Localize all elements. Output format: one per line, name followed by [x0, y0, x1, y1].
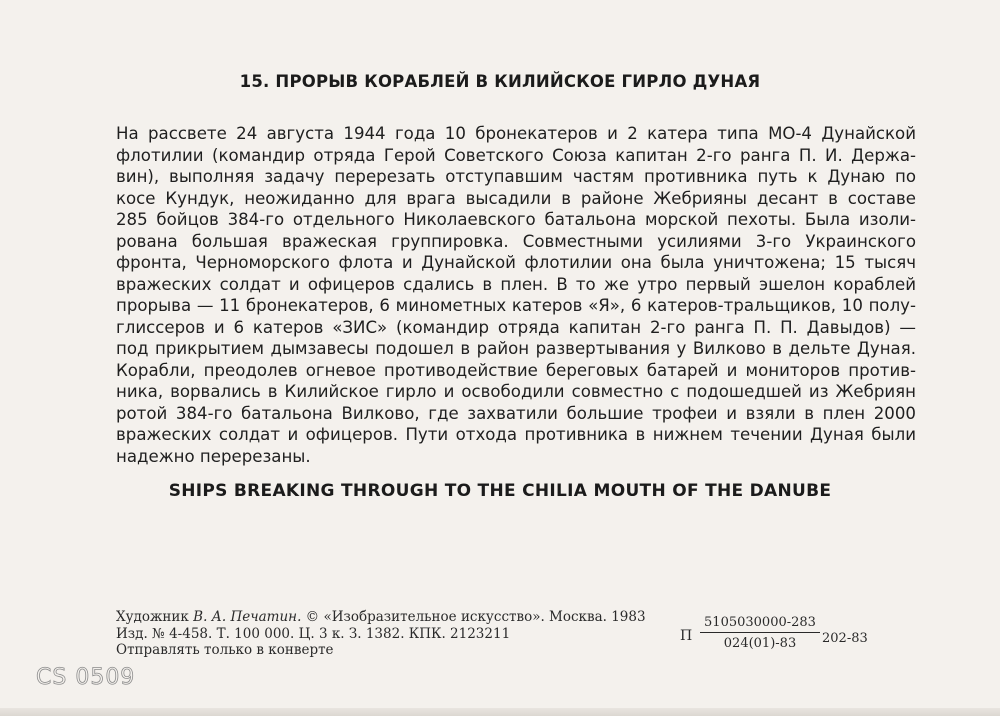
text-line: ника, ворвались в Килийское гирло и освободили совместно с подошедшей из Жебриян — [116, 382, 916, 401]
imprint-artist-line — [116, 609, 646, 626]
title-russian: 15. ПРОРЫВ КОРАБЛЕЙ В КИЛИЙСКОЕ ГИРЛО ДУНАЯ — [239, 72, 761, 91]
text-line: Корабли, преодолев огневое противодействие береговых батарей и мониторов против- — [116, 360, 916, 380]
text-line: фронта, Черноморского флота и Дунайской флотилии она была уничтожена; 15 тысяч — [116, 253, 916, 272]
text-line: ротой 384-го батальона Вилково, где захватили большие трофеи и взяли в плен 2000 — [116, 403, 916, 423]
handwritten-inventory-mark: CS 0509 — [36, 665, 136, 690]
text-line: 285 бойцов 384-го отдельного Николаевского батальона морской пехоты. Была изоли- — [116, 210, 916, 229]
fraction-bar — [700, 632, 820, 633]
text-line: глиссеров и 6 катеров «ЗИС» (командир отряда капитан 2-го ранга П. П. Давыдов) — — [116, 317, 916, 337]
catalog-numerator: 5105030000-283 — [704, 615, 816, 630]
card-bottom-edge — [0, 708, 1000, 716]
text-line: вражеских солдат и офицеров. Пути отхода противника в нижнем течении Дуная были — [116, 425, 916, 444]
artist-name: В. А. Печатин. — [193, 609, 302, 625]
mailing-note: Отправлять только в конверте — [116, 642, 334, 658]
text-line: вин), выполняя задачу перерезать отступавшим частям противника путь к Дунаю по — [116, 167, 916, 186]
catalog-denominator: 024(01)-83 — [723, 636, 797, 651]
edition-info: Изд. № 4-458. Т. 100 000. Ц. 3 к. З. 1382. КПК. 2123211 — [116, 625, 511, 642]
text-line: косе Кундук, неожиданно для врага высадили в районе Жебрияны десант в составе — [116, 188, 916, 208]
text-line: прорыва — 11 бронекатеров, 6 минометных катеров «Я», 6 катеров-тральщиков, 10 полу- — [116, 296, 916, 315]
publisher-info: © «Изобразительное искусство». Москва. 1983 — [305, 609, 646, 625]
text-line: вражеских солдат и офицеров сдались в плен. В то же утро первый эшелон кораблей — [116, 274, 916, 294]
artist-prefix: Художник — [116, 609, 189, 625]
title-english: SHIPS BREAKING THROUGH TO THE CHILIA MOUTH OF THE DANUBE — [168, 481, 832, 501]
catalog-fraction — [700, 614, 820, 652]
catalog-prefix: П — [680, 628, 693, 644]
publisher-imprint — [116, 609, 646, 659]
catalog-suffix: 202-83 — [822, 631, 868, 646]
description-text — [116, 123, 916, 467]
text-line: флотилии (командир отряда Герой Советского Союза капитан 2-го ранга П. И. Держа- — [116, 145, 916, 165]
text-line: надежно перерезаны. — [116, 446, 311, 466]
text-line: На рассвете 24 августа 1944 года 10 бронекатеров и 2 катера типа МО-4 Дунайской — [116, 124, 916, 143]
text-line: рована большая вражеская группировка. Совместными усилиями 3-го Украинского — [116, 231, 916, 251]
text-line: под прикрытием дымзавесы подошел в район развертывания у Вилково в дельте Дуная. — [116, 339, 916, 358]
